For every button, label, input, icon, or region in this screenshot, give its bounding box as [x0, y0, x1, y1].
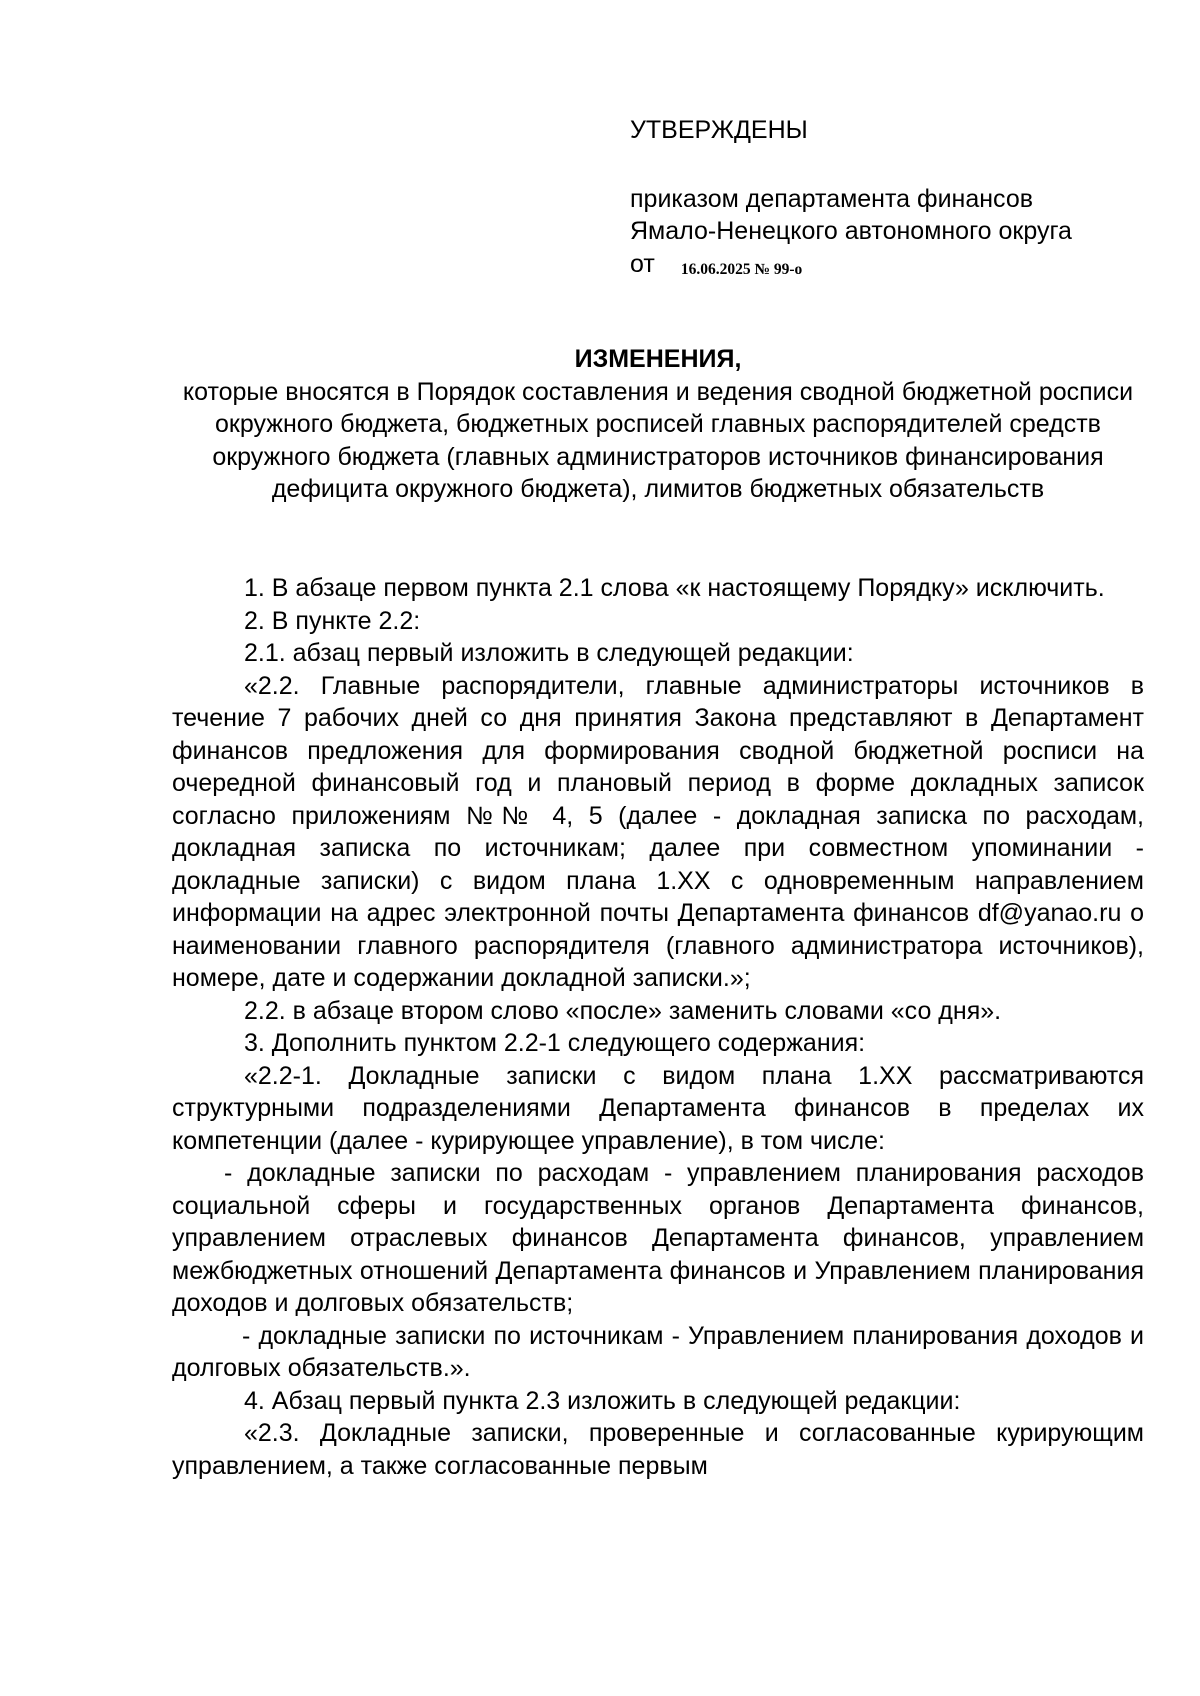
paragraph: «2.3. Докладные записки, проверенные и согласованные курирующим управлением, а также согласованные первым — [172, 1419, 1144, 1480]
approval-title: УТВЕРЖДЕНЫ — [630, 116, 808, 144]
paragraph: 2.1. абзац первый изложить в следующей редакции: — [244, 639, 854, 667]
document-title: ИЗМЕНЕНИЯ, — [574, 345, 742, 373]
approval-line-1: приказом департамента финансов — [630, 184, 1034, 213]
document-body — [172, 572, 1144, 1482]
approval-line-2: Ямало-Ненецкого автономного округа — [630, 217, 1072, 245]
approval-date-value: 16.06.2025 № 99-о — [680, 260, 803, 278]
paragraph: 1. В абзаце первом пункта 2.1 слова «к настоящему Порядку» исключить. — [244, 574, 1105, 602]
document-heading — [172, 343, 1144, 506]
paragraph: 4. Абзац первый пункта 2.3 изложить в следующей редакции: — [244, 1386, 961, 1415]
approval-block — [630, 114, 1150, 284]
paragraph: «2.2. Главные распорядители, главные администраторы источников в течение 7 рабочих дней со дня принятия Закона представляют в Департамент финансов предложения для формирования сводной бюджетной росписи на очередной финансовый год и плановый период в форме докладных записок согласно приложениям №№ 4, 5 (далее - докладная записка по расходам, докладная записка по источникам; далее при совместном упоминании - докладные записки) с видом плана 1.XX с одновременным направлением информации на адрес электронной почты Департамента финансов df@yanao.ru о наименовании главного распорядителя (главного администратора источников), номере, дате и содержании докладной записки.»; — [172, 671, 1144, 992]
paragraph: - докладные записки по источникам - Управлением планирования доходов и долговых обязательств.». — [172, 1321, 1144, 1382]
paragraph: 2. В пункте 2.2: — [244, 606, 421, 635]
paragraph: «2.2-1. Докладные записки с видом плана 1.XX рассматриваются структурными подразделениями Департамента финансов в пределах их компетенции (далее - курирующее управление), в том числе: — [172, 1061, 1144, 1155]
paragraph: - докладные записки по расходам - управлением планирования расходов социальной сферы и государственных органов Департамента финансов, управлением отраслевых финансов Департамента финансов, управлением межбюджетных отношений Департамента финансов и Управлением планирования доходов и долговых обязательств; — [172, 1159, 1144, 1317]
approval-date-row — [630, 248, 1150, 285]
paragraph: 3. Дополнить пунктом 2.2-1 следующего содержания: — [244, 1029, 866, 1057]
approval-date-label: от — [630, 249, 655, 278]
document-subtitle: которые вносятся в Порядок составления и ведения сводной бюджетной росписи окружного бюджета, бюджетных росписей главных распорядителей средств окружного бюджета (главных администраторов источников финансирования дефицита окружного бюджета), лимитов бюджетных обязательств — [182, 377, 1134, 503]
paragraph: 2.2. в абзаце втором слово «после» заменить словами «со дня». — [244, 996, 1002, 1025]
